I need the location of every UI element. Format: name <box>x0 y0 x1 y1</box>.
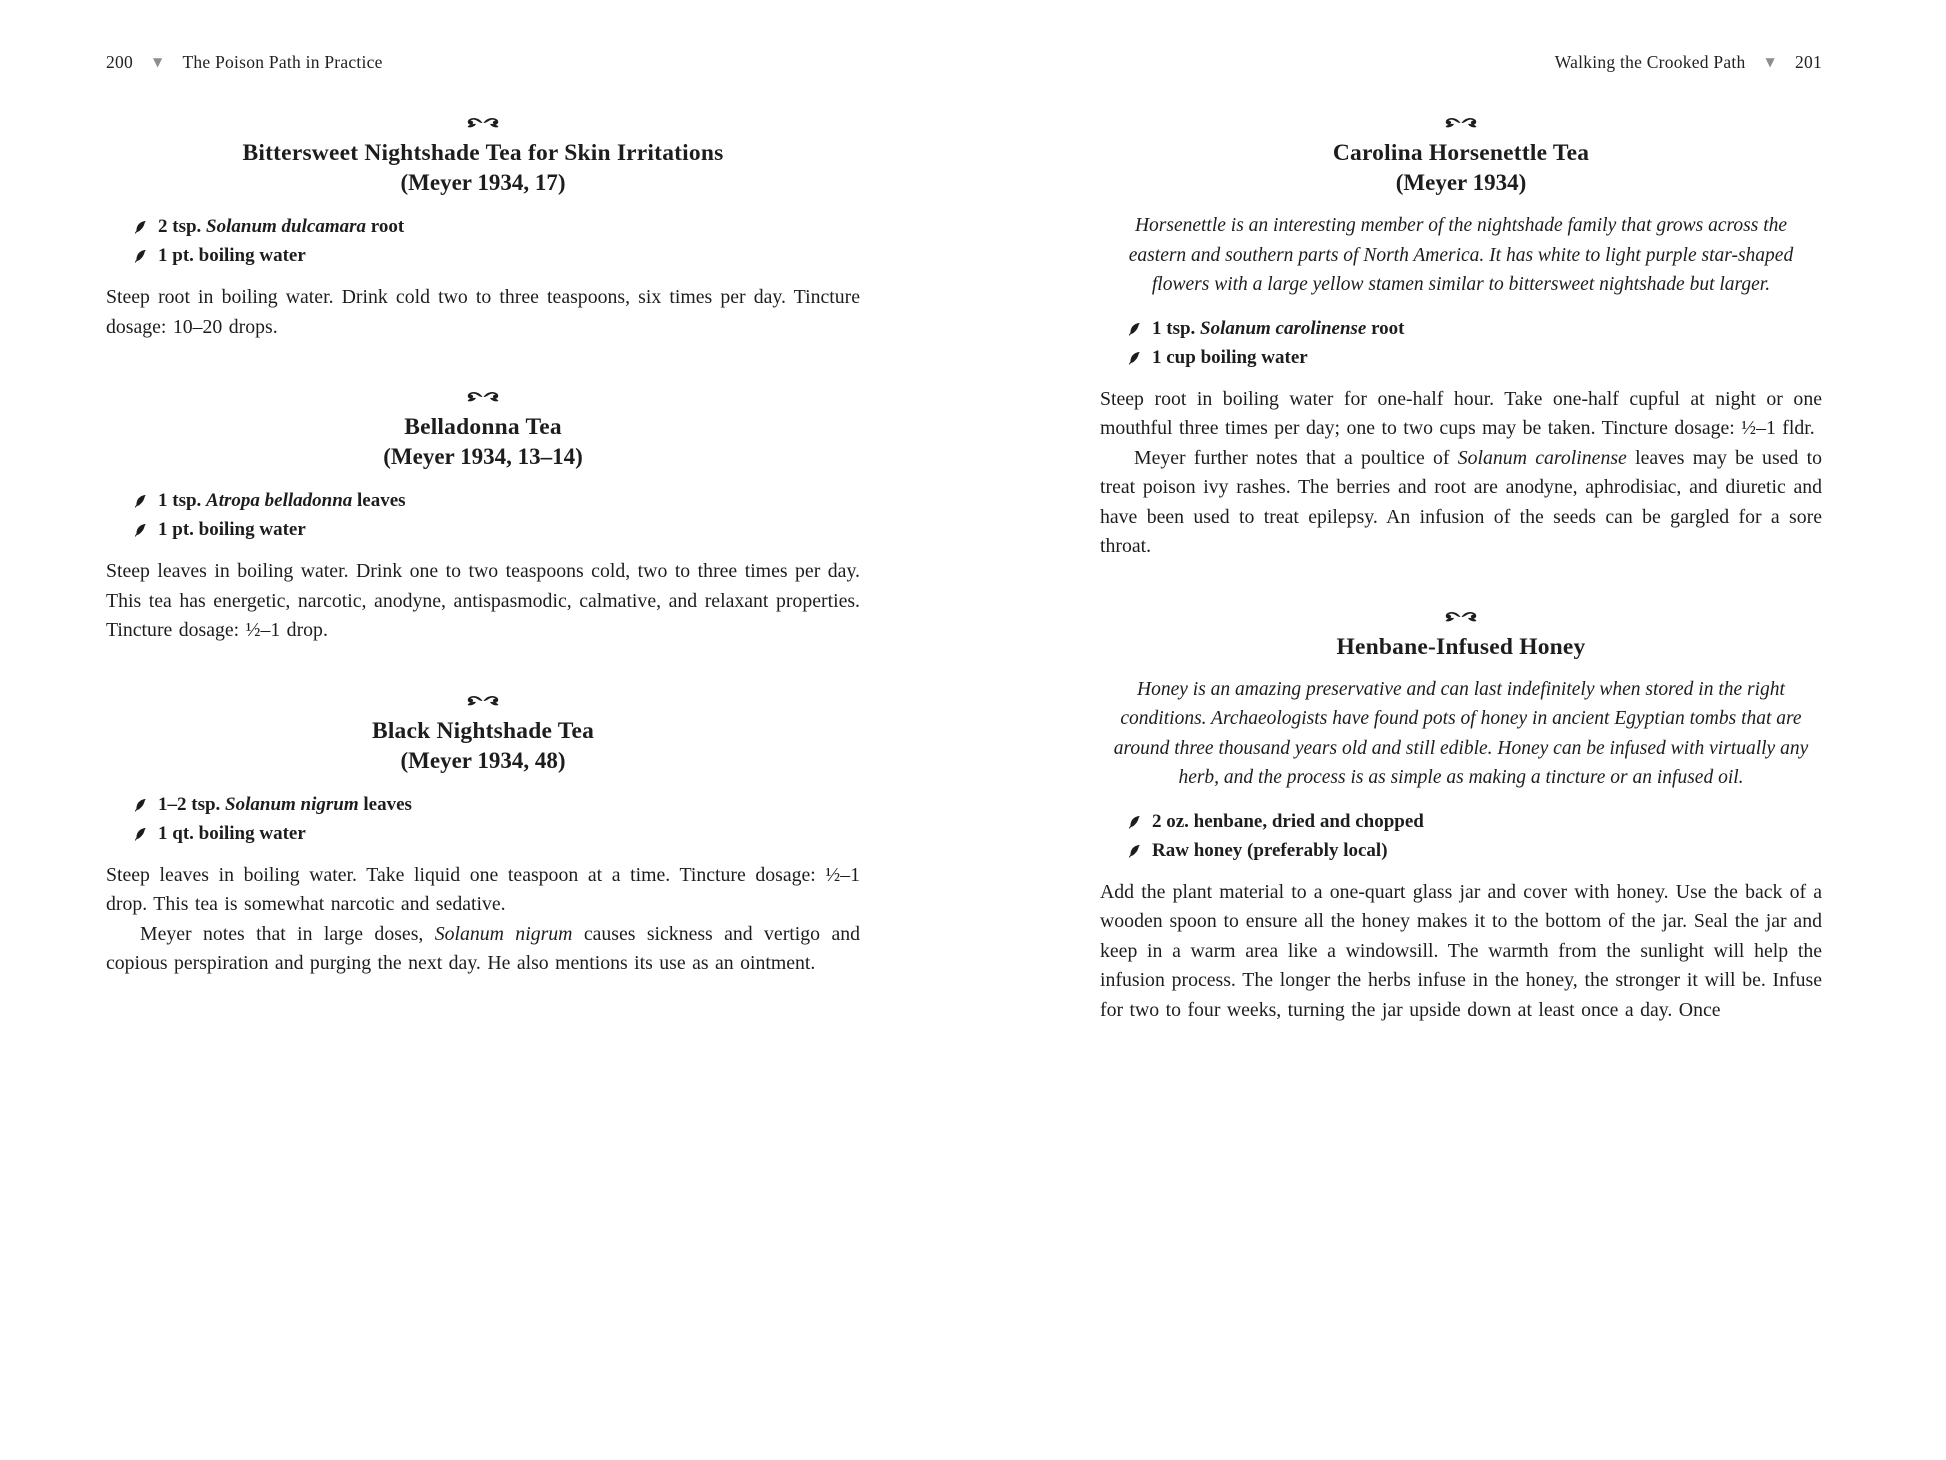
leaf-bullet-icon <box>134 494 147 508</box>
latin-name-italic: Solanum carolinense <box>1457 446 1627 469</box>
text-run: Steep root in boiling water for one-half hour. Take one-half cupful at night or one mouthful three times per day; one to two cups may be taken. Tincture dosage: ½–1 fldr. <box>1100 387 1822 439</box>
text-run: Meyer notes that in large doses, <box>140 922 435 945</box>
text-run: Honey is an amazing preservative and can last indefinitely when stored in the right conditions. Archaeologists have found pots of honey in ancient Egyptian tombs that are around three thousand years old and still edible. Honey can be infused with virtually any herb, and the process is as simple as making a tincture or an infused oil. <box>1113 678 1809 788</box>
page-right-content <box>1100 116 1822 1025</box>
leaf-bullet <box>134 798 147 812</box>
recipe-section <box>106 390 860 646</box>
text-run: 2 oz. henbane, dried and chopped <box>1152 810 1424 832</box>
leaf-bullet-icon <box>1128 815 1141 829</box>
recipe-intro <box>1100 211 1822 300</box>
leaf-bullet <box>134 220 147 234</box>
ingredient-item <box>134 486 860 515</box>
body-paragraph <box>1100 385 1822 444</box>
section-ornament <box>1100 116 1822 130</box>
recipe-section <box>106 116 860 342</box>
ingredient-list <box>1100 314 1822 372</box>
text-run: root <box>366 216 405 237</box>
body-paragraph <box>106 920 860 979</box>
ingredient-text <box>1152 343 1308 372</box>
recipe-citation: (Meyer 1934, 17) <box>400 170 566 195</box>
section-ornament-icon <box>1442 610 1480 624</box>
ingredient-item <box>134 819 860 848</box>
ingredient-text <box>158 241 306 270</box>
text-run: 1 qt. boiling water <box>158 822 306 844</box>
leaf-bullet-icon <box>1128 844 1141 858</box>
body-paragraph <box>106 283 860 342</box>
text-run: Steep root in boiling water. Drink cold two to three teaspoons, six times per day. Tincture dosage: 10–20 drops. <box>106 286 860 338</box>
recipe-section <box>106 694 860 979</box>
text-run: leaves may be used to treat poison ivy rashes. The berries and root are anodyne, aphrodisiac, and diuretic and have been used to treat epilepsy. An infusion of the seeds can be gargled for a sore throat. <box>1100 446 1822 557</box>
text-run: Steep leaves in boiling water. Drink one to two teaspoons cold, two to three times per day. This tea has energetic, narcotic, anodyne, antispasmodic, calmative, and relaxant properties. Tincture dosage: ½–1 drop. <box>106 560 860 641</box>
text-run: 2 tsp. <box>158 216 207 237</box>
text-run: 1 cup boiling water <box>1152 346 1308 368</box>
leaf-bullet-icon <box>134 827 147 841</box>
ingredient-item <box>1128 836 1822 865</box>
latin-name-italic: Solanum dulcamara <box>206 216 367 237</box>
page-number: 201 <box>1795 51 1822 72</box>
latin-name-italic: Solanum carolinense <box>1200 317 1367 339</box>
leaf-bullet <box>1128 844 1141 858</box>
ingredient-text <box>158 790 412 819</box>
leaf-bullet-icon <box>134 523 147 537</box>
ingredient-text <box>158 486 406 515</box>
triangle-marker-icon: ▼ <box>153 55 163 69</box>
leaf-bullet <box>1128 815 1141 829</box>
text-run: 1 tsp. <box>1152 317 1201 339</box>
leaf-bullet <box>1128 322 1141 336</box>
ingredient-text <box>158 515 306 544</box>
text-run: causes sickness and vertigo and copious perspiration and purging the next day. He also mentions its use as an ointment. <box>106 922 861 974</box>
recipe-citation: (Meyer 1934, 13–14) <box>383 444 583 469</box>
ingredient-item <box>1128 807 1822 836</box>
recipe-section <box>1100 610 1822 1026</box>
leaf-bullet-icon <box>134 220 147 234</box>
section-ornament-icon <box>464 116 502 130</box>
ingredient-text <box>1152 314 1405 343</box>
text-run: 1 tsp. <box>158 490 207 511</box>
text-run: Horsenettle is an interesting member of the nightshade family that grows across the eastern and southern parts of North America. It has white to light purple star-shaped flowers with a large yellow stamen similar to bittersweet nightshade but larger. <box>1128 215 1794 295</box>
recipe-title: Henbane-Infused Honey <box>1336 633 1586 660</box>
ingredient-list <box>106 486 860 544</box>
page-left-content <box>106 116 860 979</box>
text-run: Meyer further notes that a poultice of <box>1134 446 1458 469</box>
section-ornament-icon <box>464 390 502 404</box>
text-run: leaves <box>352 490 406 511</box>
text-run: 1 pt. boiling water <box>158 519 306 540</box>
ingredient-text <box>1152 807 1424 836</box>
section-ornament-icon <box>464 694 502 708</box>
latin-name-italic: Solanum nigrum <box>225 793 359 815</box>
ingredient-list <box>1100 807 1822 865</box>
running-title: The Poison Path in Practice <box>182 51 383 72</box>
leaf-bullet <box>134 523 147 537</box>
running-header-right <box>1100 50 1822 74</box>
section-ornament <box>106 390 860 404</box>
leaf-bullet <box>134 494 147 508</box>
leaf-bullet-icon <box>1128 322 1141 336</box>
recipe-title: Carolina Horsenettle Tea <box>1332 140 1590 166</box>
section-ornament <box>106 694 860 708</box>
recipe-citation: (Meyer 1934, 48) <box>400 747 566 773</box>
text-run: Steep leaves in boiling water. Take liquid one teaspoon at a time. Tincture dosage: ½–1 drop. This tea is somewhat narcotic and sedative. <box>106 863 860 915</box>
recipe-title: Bittersweet Nightshade Tea for Skin Irritations <box>242 140 724 166</box>
recipe-title: Black Nightshade Tea <box>371 717 595 744</box>
leaf-bullet <box>134 827 147 841</box>
text-run: Raw honey (preferably local) <box>1152 839 1388 861</box>
section-ornament-icon <box>1442 116 1480 130</box>
ingredient-item <box>1128 314 1822 343</box>
ingredient-item <box>134 515 860 544</box>
leaf-bullet <box>1128 351 1141 365</box>
ingredient-item <box>134 790 860 819</box>
text-run: 1–2 tsp. <box>158 793 226 815</box>
body-paragraph <box>106 557 860 646</box>
ingredient-item <box>134 241 860 270</box>
page-number: 200 <box>106 51 133 72</box>
recipe-intro <box>1100 675 1822 793</box>
body-paragraph <box>1100 878 1822 1026</box>
page-right <box>973 0 1946 1460</box>
text-run: root <box>1366 317 1405 339</box>
body-paragraph <box>106 861 860 920</box>
ingredient-text <box>158 819 306 848</box>
recipe-section <box>1100 116 1822 562</box>
ingredient-item <box>134 212 860 241</box>
leaf-bullet-icon <box>134 249 147 263</box>
ingredient-text <box>158 212 404 241</box>
body-paragraph <box>1100 444 1822 562</box>
latin-name-italic: Atropa belladonna <box>206 490 353 511</box>
ingredient-list <box>106 790 860 848</box>
section-ornament <box>1100 610 1822 624</box>
leaf-bullet-icon <box>1128 351 1141 365</box>
section-ornament <box>106 116 860 130</box>
text-run: 1 pt. boiling water <box>158 245 306 266</box>
recipe-citation: (Meyer 1934) <box>1395 170 1527 195</box>
running-title: Walking the Crooked Path <box>1554 51 1746 72</box>
latin-name-italic: Solanum nigrum <box>434 922 573 945</box>
ingredient-list <box>106 212 860 270</box>
ingredient-item <box>1128 343 1822 372</box>
ingredient-text <box>1152 836 1388 865</box>
text-run: Add the plant material to a one-quart glass jar and cover with honey. Use the back of a wooden spoon to ensure all the honey makes it to the bottom of the jar. Seal the jar and keep in a warm area like a windowsill. The warmth from the sunlight will help the infusion process. The longer the herbs infuse in the honey, the stronger it will be. Infuse for two to four weeks, turning the jar upside down at least once a day. Once <box>1100 880 1822 1021</box>
triangle-marker-icon: ▼ <box>1765 55 1775 69</box>
running-header-left <box>106 50 860 74</box>
leaf-bullet-icon <box>134 798 147 812</box>
leaf-bullet <box>134 249 147 263</box>
recipe-title: Belladonna Tea <box>404 414 562 440</box>
text-run: leaves <box>358 793 412 815</box>
